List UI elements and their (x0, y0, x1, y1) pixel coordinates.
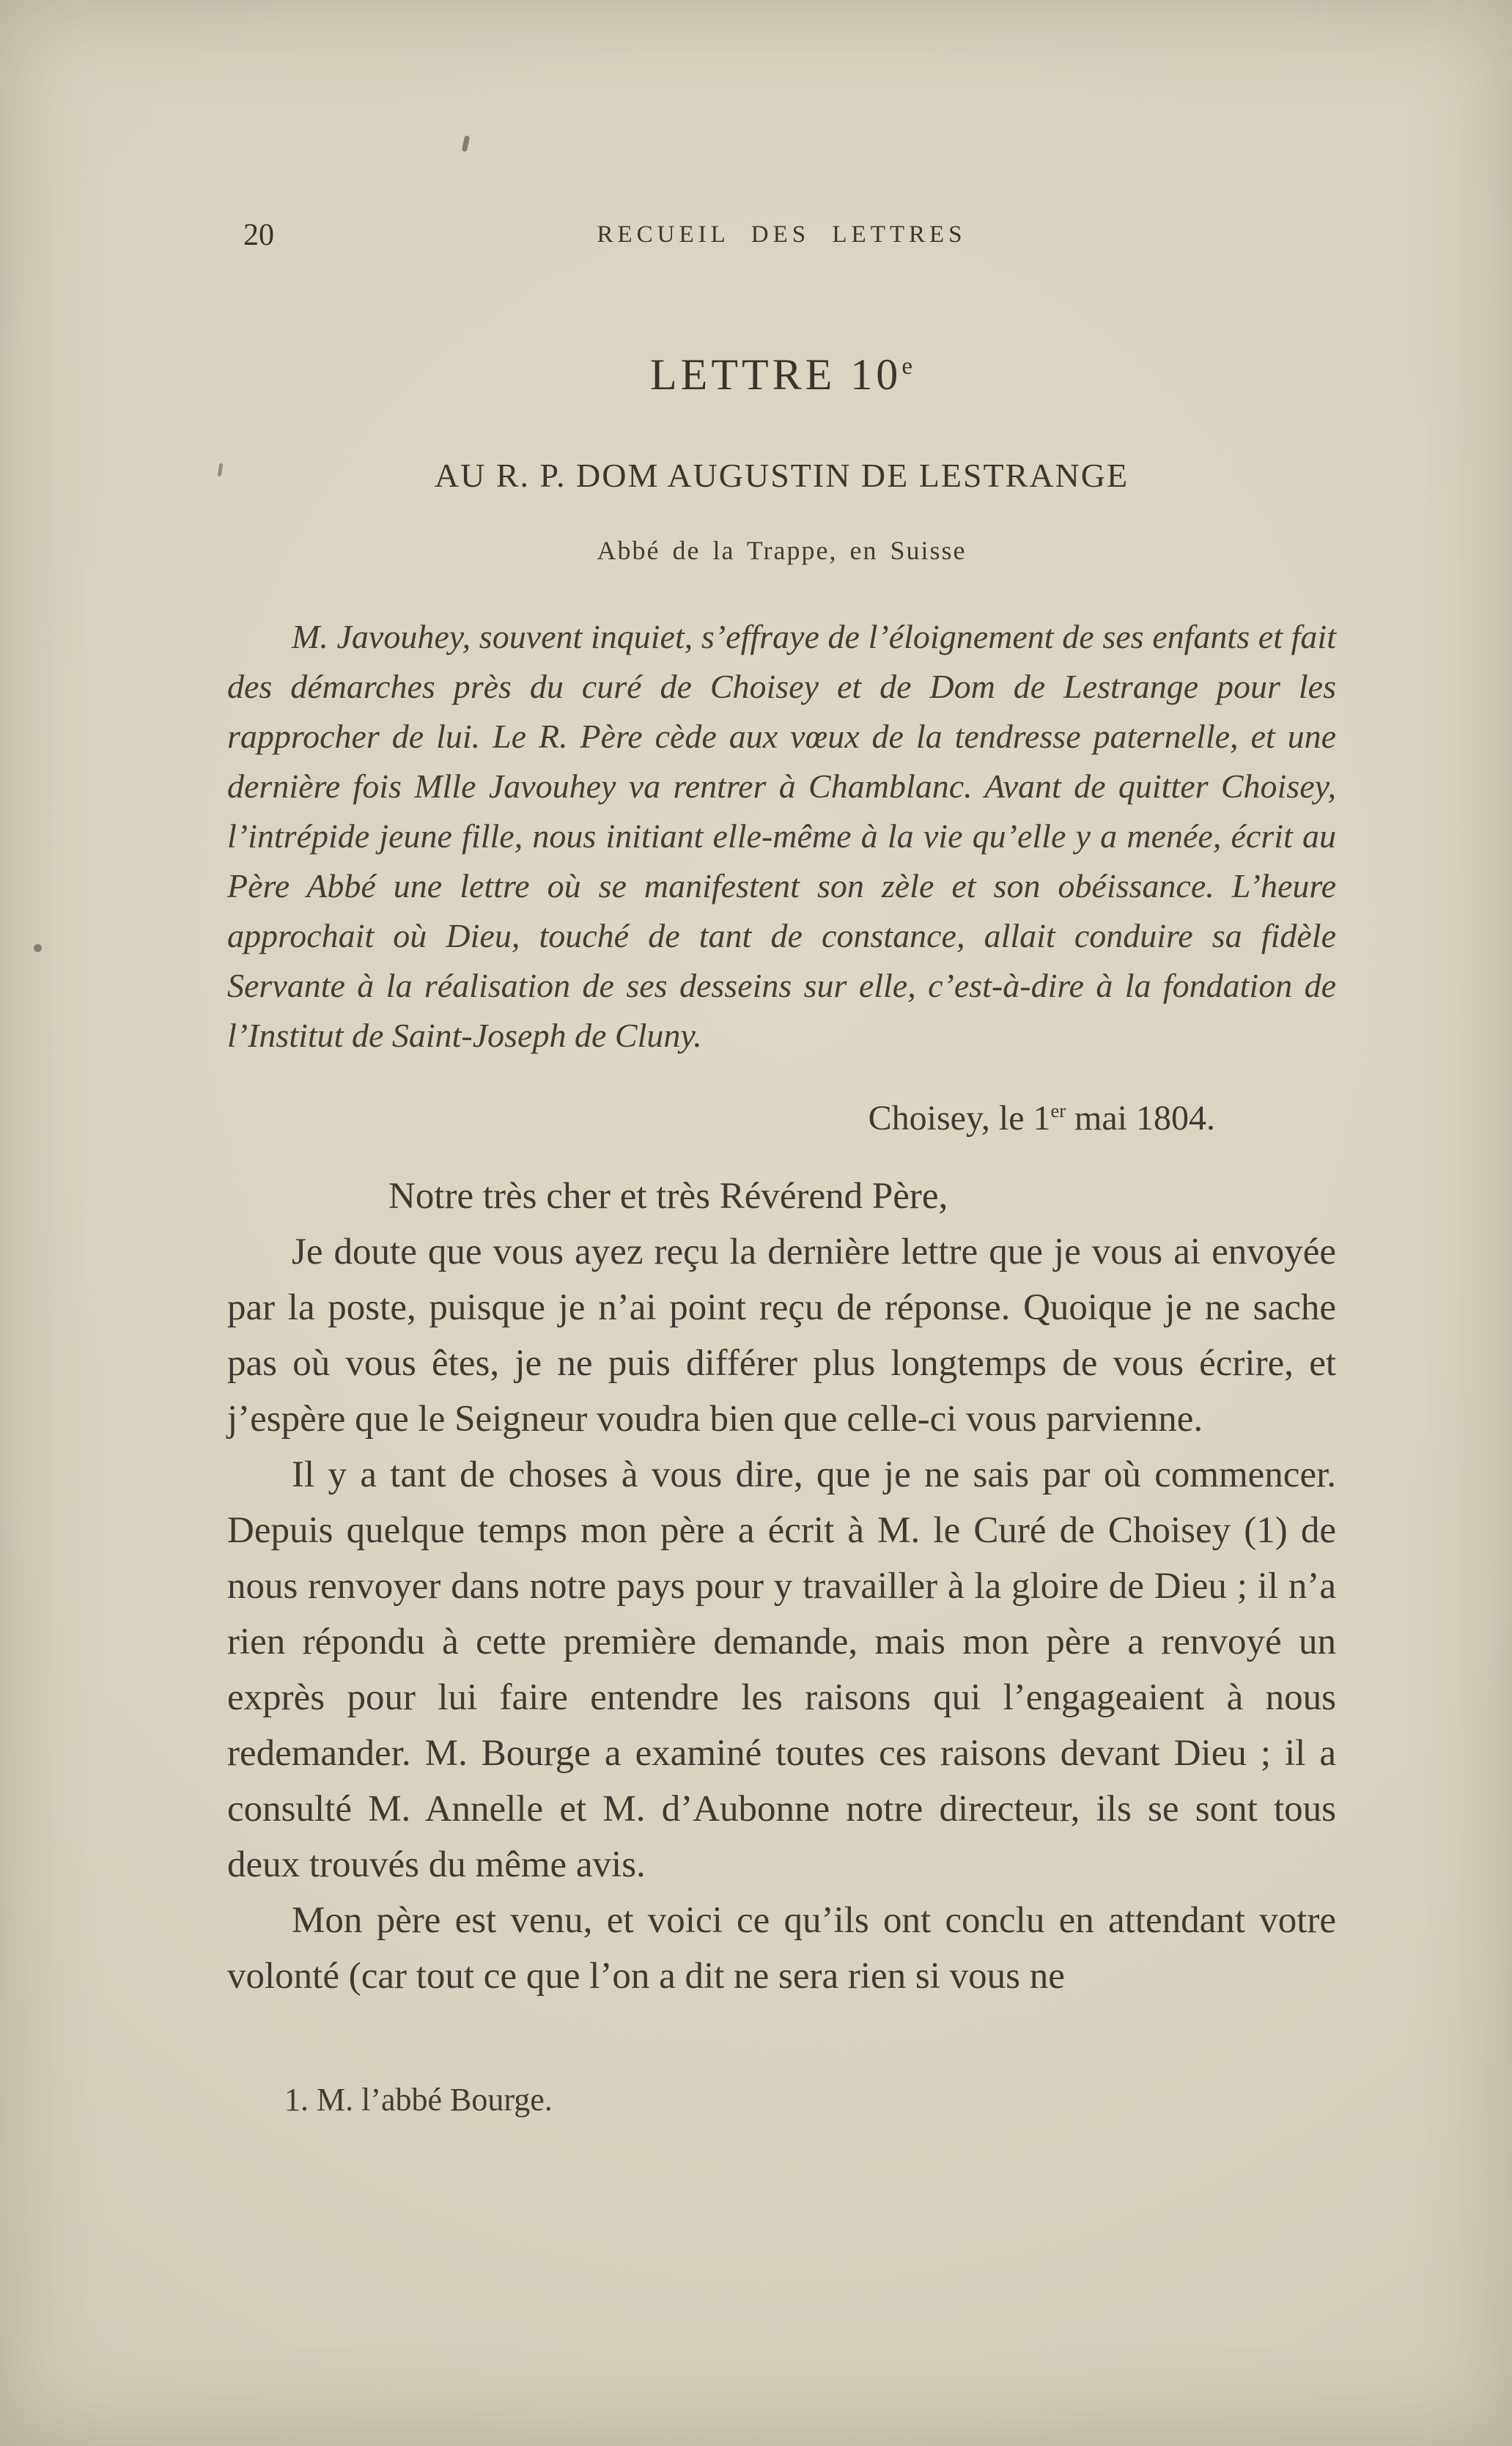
page-header (227, 216, 1336, 253)
running-title: RECUEIL DES LETTRES (597, 221, 967, 248)
dateline (227, 1090, 1336, 1139)
dateline-text: Choisey, le 1 (868, 1099, 1051, 1138)
page-number: 20 (243, 218, 274, 252)
scan-artifact (34, 944, 42, 952)
letter-title-text: LETTRE 10 (650, 350, 902, 399)
scan-artifact (462, 136, 470, 152)
footnote: 1. M. l’abbé Bourge. (284, 2082, 553, 2118)
dateline-superscript: er (1050, 1099, 1066, 1121)
dateline-date: mai 1804. (1066, 1099, 1215, 1138)
letter-recipient: AU R. P. DOM AUGUSTIN DE LESTRANGE (434, 457, 1129, 494)
letter-summary: M. Javouhey, souvent inquiet, s’effraye de l’éloignement de ses enfants et fait des démarches près du curé de Choisey et de Dom de Lestrange pour les rapprocher de lui. Le R. Père cède aux vœux de la tendresse paternelle, et une dernière fois Mlle Javouhey va rentrer à Chamblanc. Avant de quitter Choisey, l’intrépide jeune fille, nous initiant elle-même à la vie qu’elle y a menée, écrit au Père Abbé une lettre où se manifestent son zèle et son obéissance. L’heure approchait où Dieu, touché de tant de constance, allait conduire sa fidèle Servante à la réalisation de ses desseins sur elle, c’est-à-dire à la fondation de l’Institut de Saint-Joseph de Cluny. (227, 618, 1336, 1054)
scan-artifact (218, 463, 223, 477)
letter-paragraph: Mon père est venu, et voici ce qu’ils ont conclu en attendant votre volonté (car tout ce que l’on a dit ne sera rien si vous ne (227, 1900, 1336, 1997)
letter-paragraph: Je doute que vous ayez reçu la dernière lettre que je vous ai envoyée par la poste, puisque je n’ai point reçu de réponse. Quoique je ne sache pas où vous êtes, je ne puis différer plus longtemps de vous écrire, et j’espère que le Seigneur voudra bien que celle-ci vous parvienne. (227, 1231, 1336, 1440)
letter-paragraph: Il y a tant de choses à vous dire, que je ne sais par où commencer. Depuis quelque temps mon père a écrit à M. le Curé de Choisey (1) de nous renvoyer dans notre pays pour y travailler à la gloire de Dieu ; il n’a rien répondu à cette première demande, mais mon père a renvoyé un exprès pour lui faire entendre les raisons qui l’engageaient à nous redemander. M. Bourge a examiné toutes ces raisons devant Dieu ; il a consulté M. Annelle et M. d’Aubonne notre directeur, ils se sont tous deux trouvés du même avis. (227, 1454, 1336, 1885)
recipient-subtitle: Abbé de la Trappe, en Suisse (597, 536, 967, 565)
letter-title (227, 341, 1336, 400)
salutation: Notre très cher et très Révérend Père, (388, 1176, 948, 1217)
letter-title-superscript: e (901, 353, 913, 380)
